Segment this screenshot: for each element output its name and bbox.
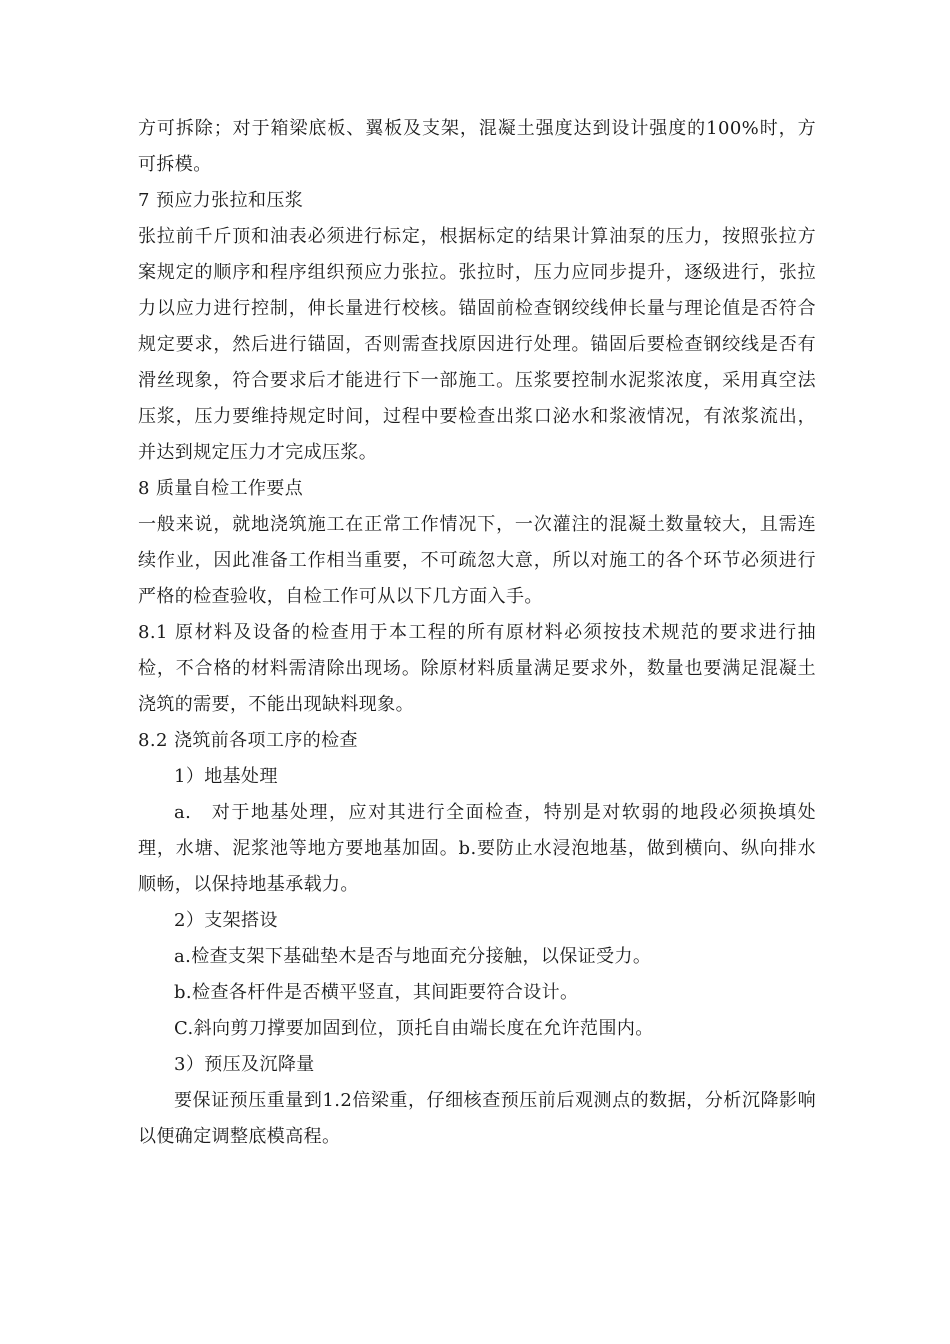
section-heading-8: 8 质量自检工作要点 xyxy=(138,478,304,499)
subheading-scaffold: 2）支架搭设 xyxy=(174,910,278,931)
paragraph-foundation: a. 对于地基处理，应对其进行全面检查，特别是对软弱的地段必须换填处理，水塘、泥浆池等地方要地基加固。b.要防止水浸泡地基，做到横向、纵向排水顺畅，以保持地基承载力。 xyxy=(138,802,816,895)
subheading-foundation: 1）地基处理 xyxy=(174,766,278,787)
paragraph-8-1-materials: 8.1 原材料及设备的检查用于本工程的所有原材料必须按技术规范的要求进行抽检，不合格的材料需清除出现场。除原材料质量满足要求外，数量也要满足混凝土浇筑的需要，不能出现缺料现象。 xyxy=(138,622,816,715)
paragraph-formwork-removal: 方可拆除；对于箱梁底板、翼板及支架，混凝土强度达到设计强度的100%时，方可拆模。 xyxy=(138,118,816,175)
section-heading-7: 7 预应力张拉和压浆 xyxy=(138,190,304,211)
document-body xyxy=(138,111,816,1155)
subheading-preload: 3）预压及沉降量 xyxy=(174,1054,315,1075)
paragraph-prestress-grouting: 张拉前千斤顶和油表必须进行标定，根据标定的结果计算油泵的压力，按照张拉方案规定的顺序和程序组织预应力张拉。张拉时，压力应同步提升，逐级进行，张拉力以应力进行控制，伸长量进行校核。锚固前检查钢绞线伸长量与理论值是否符合规定要求，然后进行锚固，否则需查找原因进行处理。锚固后要检查钢绞线是否有滑丝现象，符合要求后才能进行下一部施工。压浆要控制水泥浆浓度，采用真空法压浆，压力要维持规定时间，过程中要检查出浆口泌水和浆液情况，有浓浆流出，并达到规定压力才完成压浆。 xyxy=(138,226,816,463)
list-item-scaffold-b: b.检查各杆件是否横平竖直，其间距要符合设计。 xyxy=(174,982,579,1003)
section-heading-8-2: 8.2 浇筑前各项工序的检查 xyxy=(138,730,358,751)
paragraph-preload: 要保证预压重量到1.2倍梁重，仔细核查预压前后观测点的数据，分析沉降影响以便确定调整底模高程。 xyxy=(138,1090,816,1147)
list-item-scaffold-a: a.检查支架下基础垫木是否与地面充分接触，以保证受力。 xyxy=(174,946,652,967)
paragraph-quality-selfcheck: 一般来说，就地浇筑施工在正常工作情况下，一次灌注的混凝土数量较大，且需连续作业，因此准备工作相当重要，不可疏忽大意，所以对施工的各个环节必须进行严格的检查验收，自检工作可从以下几方面入手。 xyxy=(138,514,816,607)
list-item-scaffold-c: C.斜向剪刀撑要加固到位，顶托自由端长度在允许范围内。 xyxy=(174,1018,654,1039)
